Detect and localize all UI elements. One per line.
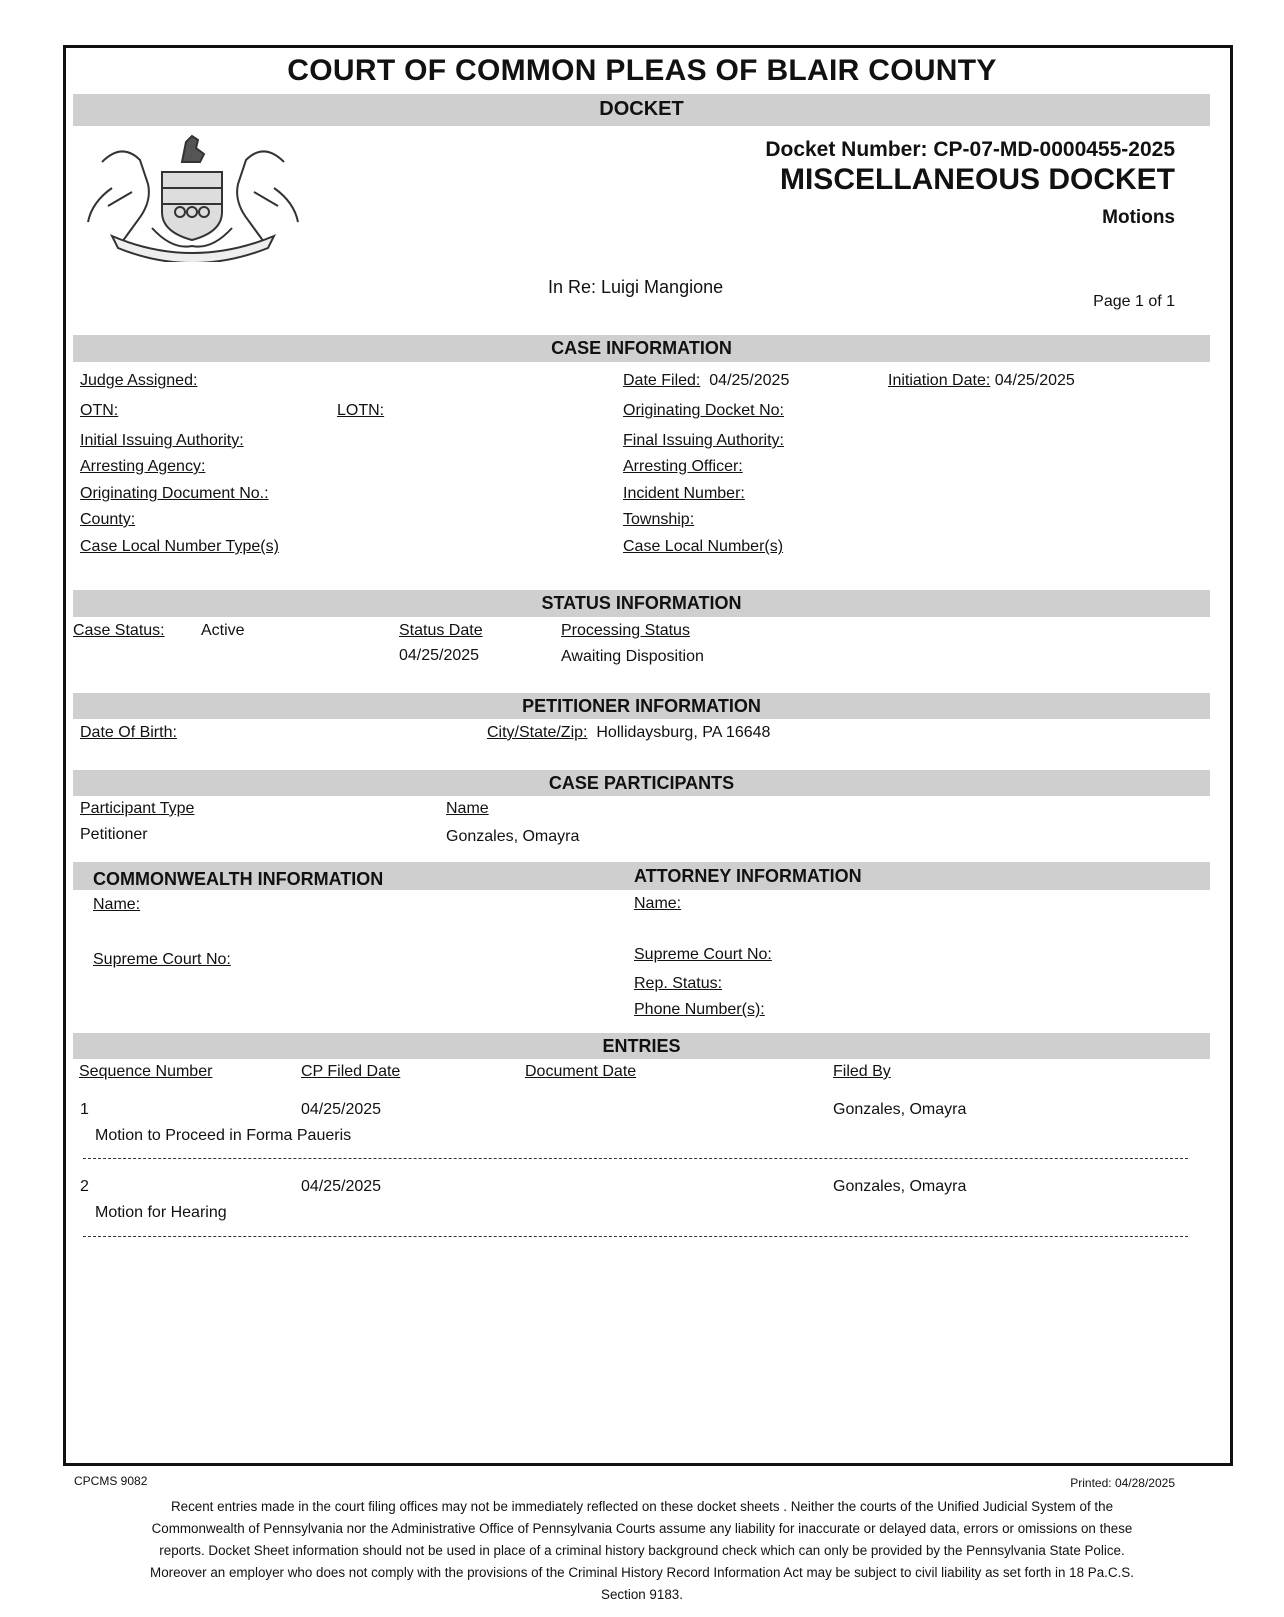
entry-cp-filed-date: 04/25/2025 bbox=[301, 1101, 382, 1118]
status-date-label: Status Date bbox=[399, 622, 483, 639]
city-state-zip-label: City/State/Zip: bbox=[487, 724, 588, 741]
document-date-header: Document Date bbox=[525, 1063, 637, 1080]
form-id: CPCMS 9082 bbox=[74, 1474, 148, 1488]
status-information-band bbox=[73, 590, 1210, 617]
processing-status-value: Awaiting Disposition bbox=[561, 648, 704, 665]
attorney-supreme-court-label: Supreme Court No: bbox=[634, 946, 772, 963]
entry-sequence: 1 bbox=[80, 1101, 89, 1118]
entry-description: Motion to Proceed in Forma Paueris bbox=[95, 1127, 352, 1144]
attorney-name-label: Name: bbox=[634, 895, 682, 912]
incident-number-label: Incident Number: bbox=[623, 485, 745, 502]
disclaimer-text: Recent entries made in the court filing offices may not be immediately reflected on these docket sheets . Neither the courts of the Unified Judicial System of the Commonwealth of Pennsylvania nor the Administrative Office of Pennsylvania Courts assume any liability for inaccurate or delayed data, errors or omissions on these reports. Docket Sheet information should not be used in place of a criminal history background check which can only be provided by the Pennsylvania State Police. Moreover an employer who does not comply with the provisions of the Criminal History Record Information Act may be subject to civil liability as set forth in 18 Pa.C.S. Section 9183. bbox=[150, 1499, 1134, 1602]
city-state-zip-value: Hollidaysburg, PA 16648 bbox=[596, 724, 771, 741]
sequence-number-header: Sequence Number bbox=[79, 1063, 213, 1080]
initiation-date bbox=[888, 372, 1075, 390]
county-label: County: bbox=[80, 511, 136, 528]
commonwealth-supreme-court-label: Supreme Court No: bbox=[93, 951, 231, 968]
pennsylvania-coat-of-arms-icon bbox=[82, 132, 304, 262]
commonwealth-information-title: COMMONWEALTH INFORMATION bbox=[93, 869, 384, 889]
entries-band bbox=[73, 1033, 1210, 1059]
docket-band-title: DOCKET bbox=[599, 98, 684, 120]
page-indicator: Page 1 of 1 bbox=[1093, 293, 1175, 310]
date-filed bbox=[623, 372, 789, 390]
case-information-title: CASE INFORMATION bbox=[551, 338, 732, 358]
filed-by-header: Filed By bbox=[833, 1063, 891, 1080]
entry-cp-filed-date: 04/25/2025 bbox=[301, 1178, 382, 1195]
case-participants-band bbox=[73, 770, 1210, 796]
court-title: COURT OF COMMON PLEAS OF BLAIR COUNTY bbox=[287, 54, 997, 87]
in-re-caption: In Re: Luigi Mangione bbox=[548, 277, 724, 297]
originating-docket-label: Originating Docket No: bbox=[623, 402, 784, 419]
phone-numbers-label: Phone Number(s): bbox=[634, 1001, 765, 1018]
entry-description: Motion for Hearing bbox=[95, 1204, 227, 1221]
participant-name-value: Gonzales, Omayra bbox=[446, 828, 580, 845]
entry-filed-by: Gonzales, Omayra bbox=[833, 1178, 967, 1195]
case-local-numbers-label: Case Local Number(s) bbox=[623, 538, 784, 555]
docket-band bbox=[73, 94, 1210, 126]
petitioner-information-band bbox=[73, 693, 1210, 719]
entry-filed-by: Gonzales, Omayra bbox=[833, 1101, 967, 1118]
case-information-band bbox=[73, 335, 1210, 362]
initiation-date-label: Initiation Date: bbox=[888, 372, 991, 389]
petitioner-information-title: PETITIONER INFORMATION bbox=[522, 696, 761, 716]
arresting-agency-label: Arresting Agency: bbox=[80, 458, 206, 475]
lotn-label: LOTN: bbox=[337, 402, 385, 419]
originating-document-label: Originating Document No.: bbox=[80, 485, 269, 502]
status-date-value: 04/25/2025 bbox=[399, 647, 480, 664]
case-status-label: Case Status: bbox=[73, 622, 165, 639]
final-issuing-authority-label: Final Issuing Authority: bbox=[623, 432, 784, 449]
participant-name-header: Name bbox=[446, 800, 489, 817]
entry-divider bbox=[83, 1236, 1188, 1237]
status-information-title: STATUS INFORMATION bbox=[541, 593, 742, 613]
docket-number: Docket Number: CP-07-MD-0000455-2025 bbox=[765, 138, 1175, 161]
rep-status-label: Rep. Status: bbox=[634, 975, 723, 992]
entry-divider bbox=[83, 1158, 1188, 1159]
attorney-information-title: ATTORNEY INFORMATION bbox=[634, 866, 862, 886]
township-label: Township: bbox=[623, 511, 695, 528]
entry-sequence: 2 bbox=[80, 1178, 89, 1195]
case-local-number-types-label: Case Local Number Type(s) bbox=[80, 538, 279, 555]
docket-subtype: Motions bbox=[1102, 207, 1175, 228]
docket-type: MISCELLANEOUS DOCKET bbox=[779, 163, 1175, 196]
case-status-value: Active bbox=[201, 622, 245, 639]
judge-assigned-label: Judge Assigned: bbox=[80, 372, 198, 389]
initiation-date-value: 04/25/2025 bbox=[994, 372, 1075, 389]
participant-type-value: Petitioner bbox=[80, 826, 148, 843]
date-filed-label: Date Filed: bbox=[623, 372, 701, 389]
printed-date: Printed: 04/28/2025 bbox=[1070, 1476, 1175, 1490]
date-of-birth-label: Date Of Birth: bbox=[80, 724, 177, 741]
commonwealth-name-label: Name: bbox=[93, 896, 141, 913]
petitioner-city bbox=[487, 724, 770, 742]
case-participants-title: CASE PARTICIPANTS bbox=[548, 773, 735, 793]
date-filed-value: 04/25/2025 bbox=[709, 372, 790, 389]
processing-status-label: Processing Status bbox=[561, 622, 690, 639]
participant-type-header: Participant Type bbox=[80, 800, 195, 817]
entries-title: ENTRIES bbox=[602, 1036, 681, 1056]
cp-filed-date-header: CP Filed Date bbox=[301, 1063, 401, 1080]
otn-label: OTN: bbox=[80, 402, 119, 419]
arresting-officer-label: Arresting Officer: bbox=[623, 458, 743, 475]
initial-issuing-authority-label: Initial Issuing Authority: bbox=[80, 432, 244, 449]
